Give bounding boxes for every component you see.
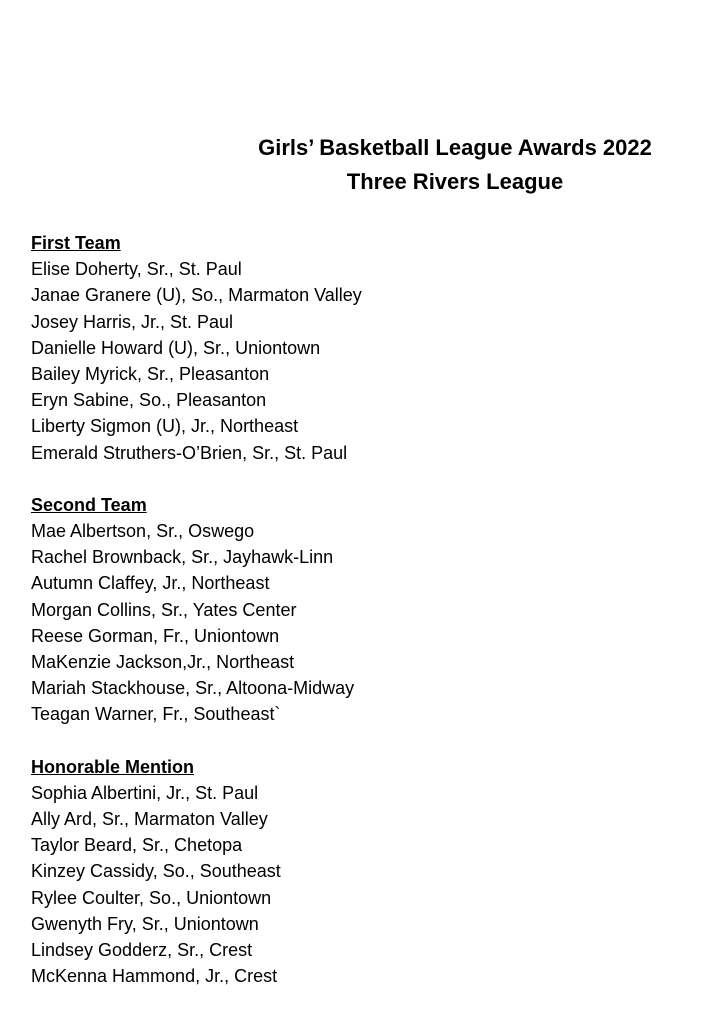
- list-item: Danielle Howard (U), Sr., Uniontown: [31, 337, 321, 358]
- section-heading: Honorable Mention: [31, 756, 194, 777]
- list-item: Bailey Myrick, Sr., Pleasanton: [31, 364, 270, 385]
- list-item: Lindsey Godderz, Sr., Crest: [31, 940, 253, 961]
- document-subtitle: Three Rivers League: [346, 169, 564, 194]
- list-item: Mae Albertson, Sr., Oswego: [31, 521, 255, 542]
- list-item: Rylee Coulter, So., Uniontown: [31, 887, 272, 908]
- document-title: Girls’ Basketball League Awards 2022: [258, 135, 652, 160]
- list-item: Rachel Brownback, Sr., Jayhawk-Linn: [31, 547, 334, 568]
- list-item: Teagan Warner, Fr., Southeast`: [31, 704, 281, 725]
- list-item: McKenna Hammond, Jr., Crest: [31, 966, 278, 987]
- list-item: Janae Granere (U), So., Marmaton Valley: [31, 285, 362, 306]
- list-item: Emerald Struthers-O’Brien, Sr., St. Paul: [31, 442, 348, 463]
- list-item: Liberty Sigmon (U), Jr., Northeast: [31, 416, 299, 437]
- list-item: Morgan Collins, Sr., Yates Center: [31, 599, 297, 620]
- list-item: Josey Harris, Jr., St. Paul: [31, 311, 234, 332]
- list-item: Ally Ard, Sr., Marmaton Valley: [31, 809, 268, 830]
- list-item: Mariah Stackhouse, Sr., Altoona-Midway: [31, 678, 355, 699]
- list-item: Gwenyth Fry, Sr., Uniontown: [31, 913, 259, 934]
- awards-list: [31, 230, 691, 1015]
- list-item: Reese Gorman, Fr., Uniontown: [31, 625, 280, 646]
- list-item: Sophia Albertini, Jr., St. Paul: [31, 782, 259, 803]
- section-first-team: [31, 230, 691, 466]
- section-heading: Second Team: [31, 494, 147, 515]
- section-second-team: [31, 492, 691, 728]
- list-item: MaKenzie Jackson,Jr., Northeast: [31, 652, 295, 673]
- document-header: [210, 131, 700, 199]
- list-item: Kinzey Cassidy, So., Southeast: [31, 861, 281, 882]
- list-item: Eryn Sabine, So., Pleasanton: [31, 390, 267, 411]
- list-item: Autumn Claffey, Jr., Northeast: [31, 573, 270, 594]
- list-item: Taylor Beard, Sr., Chetopa: [31, 835, 243, 856]
- section-heading: First Team: [31, 233, 121, 253]
- section-honorable-mention: [31, 754, 691, 990]
- list-item: Elise Doherty, Sr., St. Paul: [31, 259, 242, 280]
